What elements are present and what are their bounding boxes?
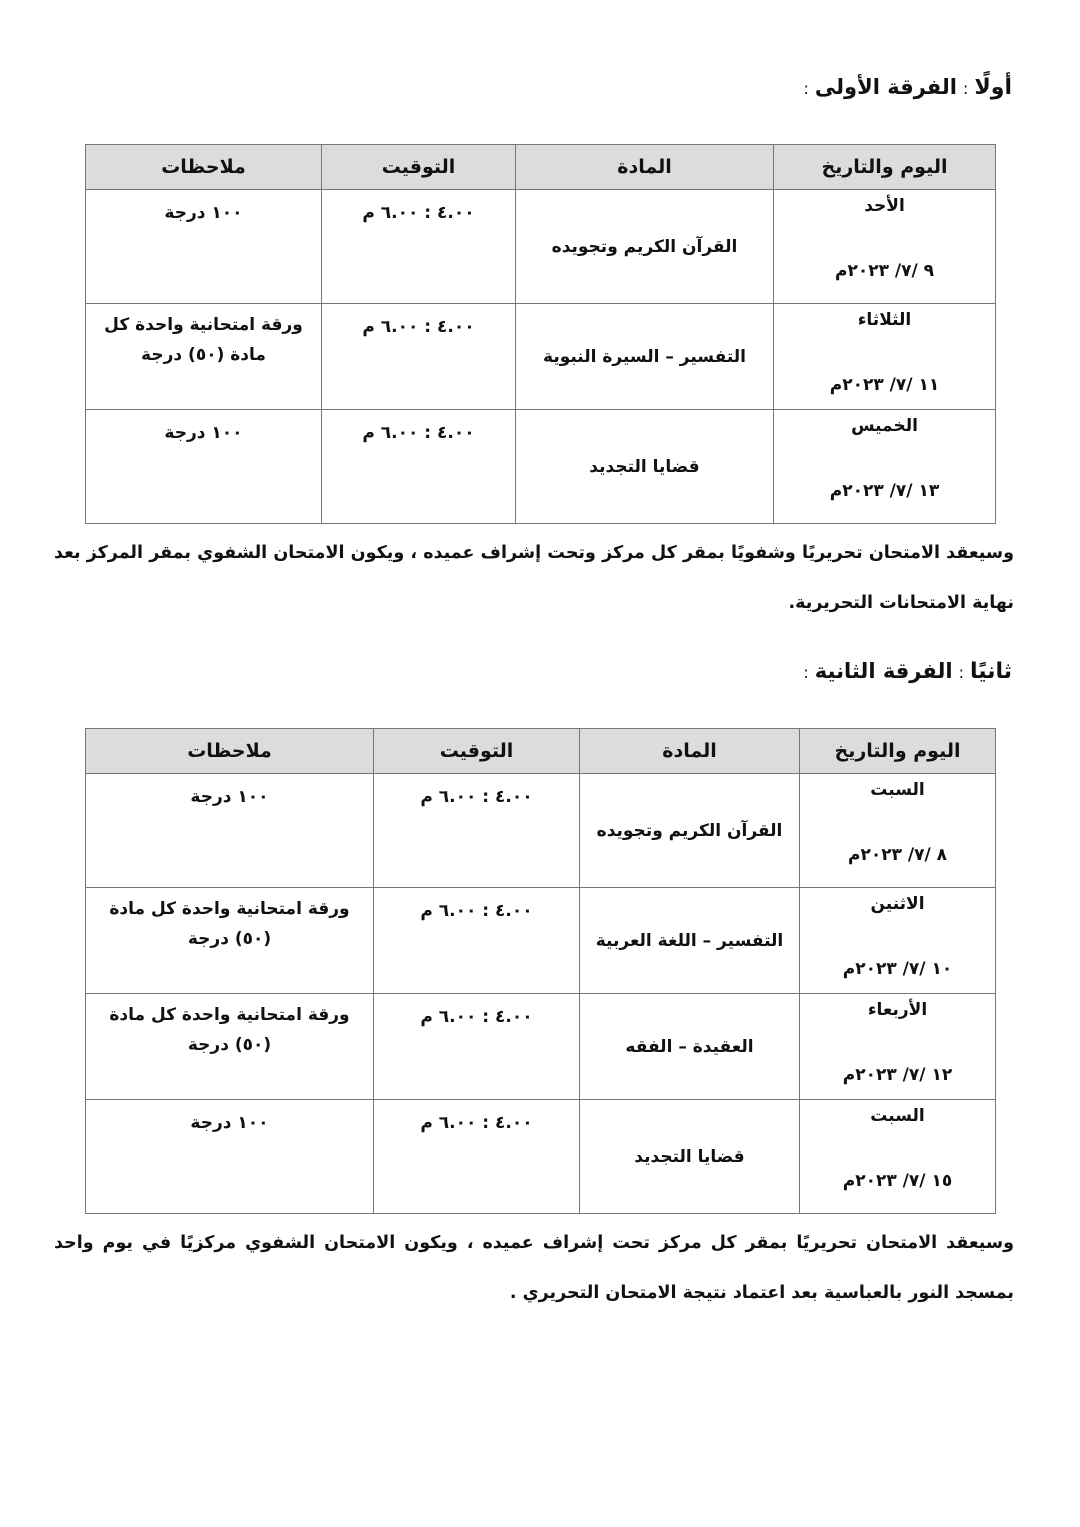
time-cell: ٤.٠٠ : ٦.٠٠ م xyxy=(322,190,516,304)
day-name: السبت xyxy=(870,1106,925,1126)
table-row xyxy=(86,774,996,888)
header-subject: المادة xyxy=(580,729,800,774)
day-name: الخميس xyxy=(851,416,918,436)
date: ١٢ /٧/ ٢٠٢٣م xyxy=(842,1065,953,1085)
time-cell: ٤.٠٠ : ٦.٠٠ م xyxy=(322,410,516,524)
section1-title: الفرقة الأولى xyxy=(814,75,957,99)
notes-cell: ١٠٠ درجة xyxy=(86,410,322,524)
section2-schedule-table xyxy=(85,728,996,1214)
subject-cell: قضايا التجديد xyxy=(516,410,774,524)
time-cell: ٤.٠٠ : ٦.٠٠ م xyxy=(374,888,580,994)
subject-cell: القرآن الكريم وتجويده xyxy=(580,774,800,888)
table-row xyxy=(86,888,996,994)
header-day-date: اليوم والتاريخ xyxy=(800,729,996,774)
header-notes: ملاحظات xyxy=(86,729,374,774)
day-date-cell xyxy=(800,774,996,888)
time-cell: ٤.٠٠ : ٦.٠٠ م xyxy=(374,994,580,1100)
date: ١٣ /٧/ ٢٠٢٣م xyxy=(829,481,940,501)
day-name: الأحد xyxy=(864,196,905,216)
table-row xyxy=(86,1100,996,1214)
header-notes: ملاحظات xyxy=(86,145,322,190)
notes-cell: ١٠٠ درجة xyxy=(86,1100,374,1214)
section1-schedule-table xyxy=(85,144,996,524)
notes-cell: ١٠٠ درجة xyxy=(86,774,374,888)
time-cell: ٤.٠٠ : ٦.٠٠ م xyxy=(374,774,580,888)
day-date-cell xyxy=(774,304,996,410)
header-day-date: اليوم والتاريخ xyxy=(774,145,996,190)
subject-cell: القرآن الكريم وتجويده xyxy=(516,190,774,304)
day-name: السبت xyxy=(870,780,925,800)
subject-cell: العقيدة – الفقه xyxy=(580,994,800,1100)
section2-note: وسيعقد الامتحان تحريريًا بمقر كل مركز تحت إشراف عميده ، ويكون الامتحان الشفوي مركزيًا في يوم واحد بمسجد النور بالعباسية بعد اعتماد نتيجة الامتحان التحريري . xyxy=(54,1233,1014,1303)
date: ٨ /٧/ ٢٠٢٣م xyxy=(847,845,948,865)
notes-cell: ١٠٠ درجة xyxy=(86,190,322,304)
header-time: التوقيت xyxy=(374,729,580,774)
date: ٩ /٧/ ٢٠٢٣م xyxy=(834,261,935,281)
day-date-cell xyxy=(800,1100,996,1214)
section2-title: الفرقة الثانية xyxy=(814,659,953,683)
table-row xyxy=(86,410,996,524)
subject-cell: التفسير – السيرة النبوية xyxy=(516,304,774,410)
day-date-cell xyxy=(800,888,996,994)
day-date-cell xyxy=(774,190,996,304)
day-date-cell xyxy=(774,410,996,524)
time-cell: ٤.٠٠ : ٦.٠٠ م xyxy=(322,304,516,410)
notes-cell: ورقة امتحانية واحدة كل مادة (٥٠) درجة xyxy=(86,994,374,1100)
notes-cell: ورقة امتحانية واحدة كل مادة (٥٠) درجة xyxy=(86,888,374,994)
day-name: الاثنين xyxy=(870,894,925,914)
table-row xyxy=(86,304,996,410)
day-date-cell xyxy=(800,994,996,1100)
table-row xyxy=(86,994,996,1100)
section1-note: وسيعقد الامتحان تحريريًا وشفويًا بمقر كل مركز وتحت إشراف عميده ، ويكون الامتحان الشفوي بمقر المركز بعد نهاية الامتحانات التحريرية. xyxy=(54,543,1014,613)
section2-heading: ثانيًا:الفرقة الثانية: xyxy=(803,659,1012,684)
day-name: الأربعاء xyxy=(867,1000,928,1020)
time-cell: ٤.٠٠ : ٦.٠٠ م xyxy=(374,1100,580,1214)
subject-cell: قضايا التجديد xyxy=(580,1100,800,1214)
date: ١٠ /٧/ ٢٠٢٣م xyxy=(842,959,953,979)
table-row xyxy=(86,190,996,304)
notes-cell: ورقة امتحانية واحدة كل مادة (٥٠) درجة xyxy=(86,304,322,410)
section1-ordinal: أولًا xyxy=(974,75,1012,100)
section2-ordinal: ثانيًا xyxy=(969,659,1012,684)
date: ١٥ /٧/ ٢٠٢٣م xyxy=(842,1171,953,1191)
section1-heading: أولًا:الفرقة الأولى: xyxy=(803,75,1012,100)
header-subject: المادة xyxy=(516,145,774,190)
day-name: الثلاثاء xyxy=(857,310,912,330)
date: ١١ /٧/ ٢٠٢٣م xyxy=(829,375,940,395)
header-time: التوقيت xyxy=(322,145,516,190)
subject-cell: التفسير – اللغة العربية xyxy=(580,888,800,994)
